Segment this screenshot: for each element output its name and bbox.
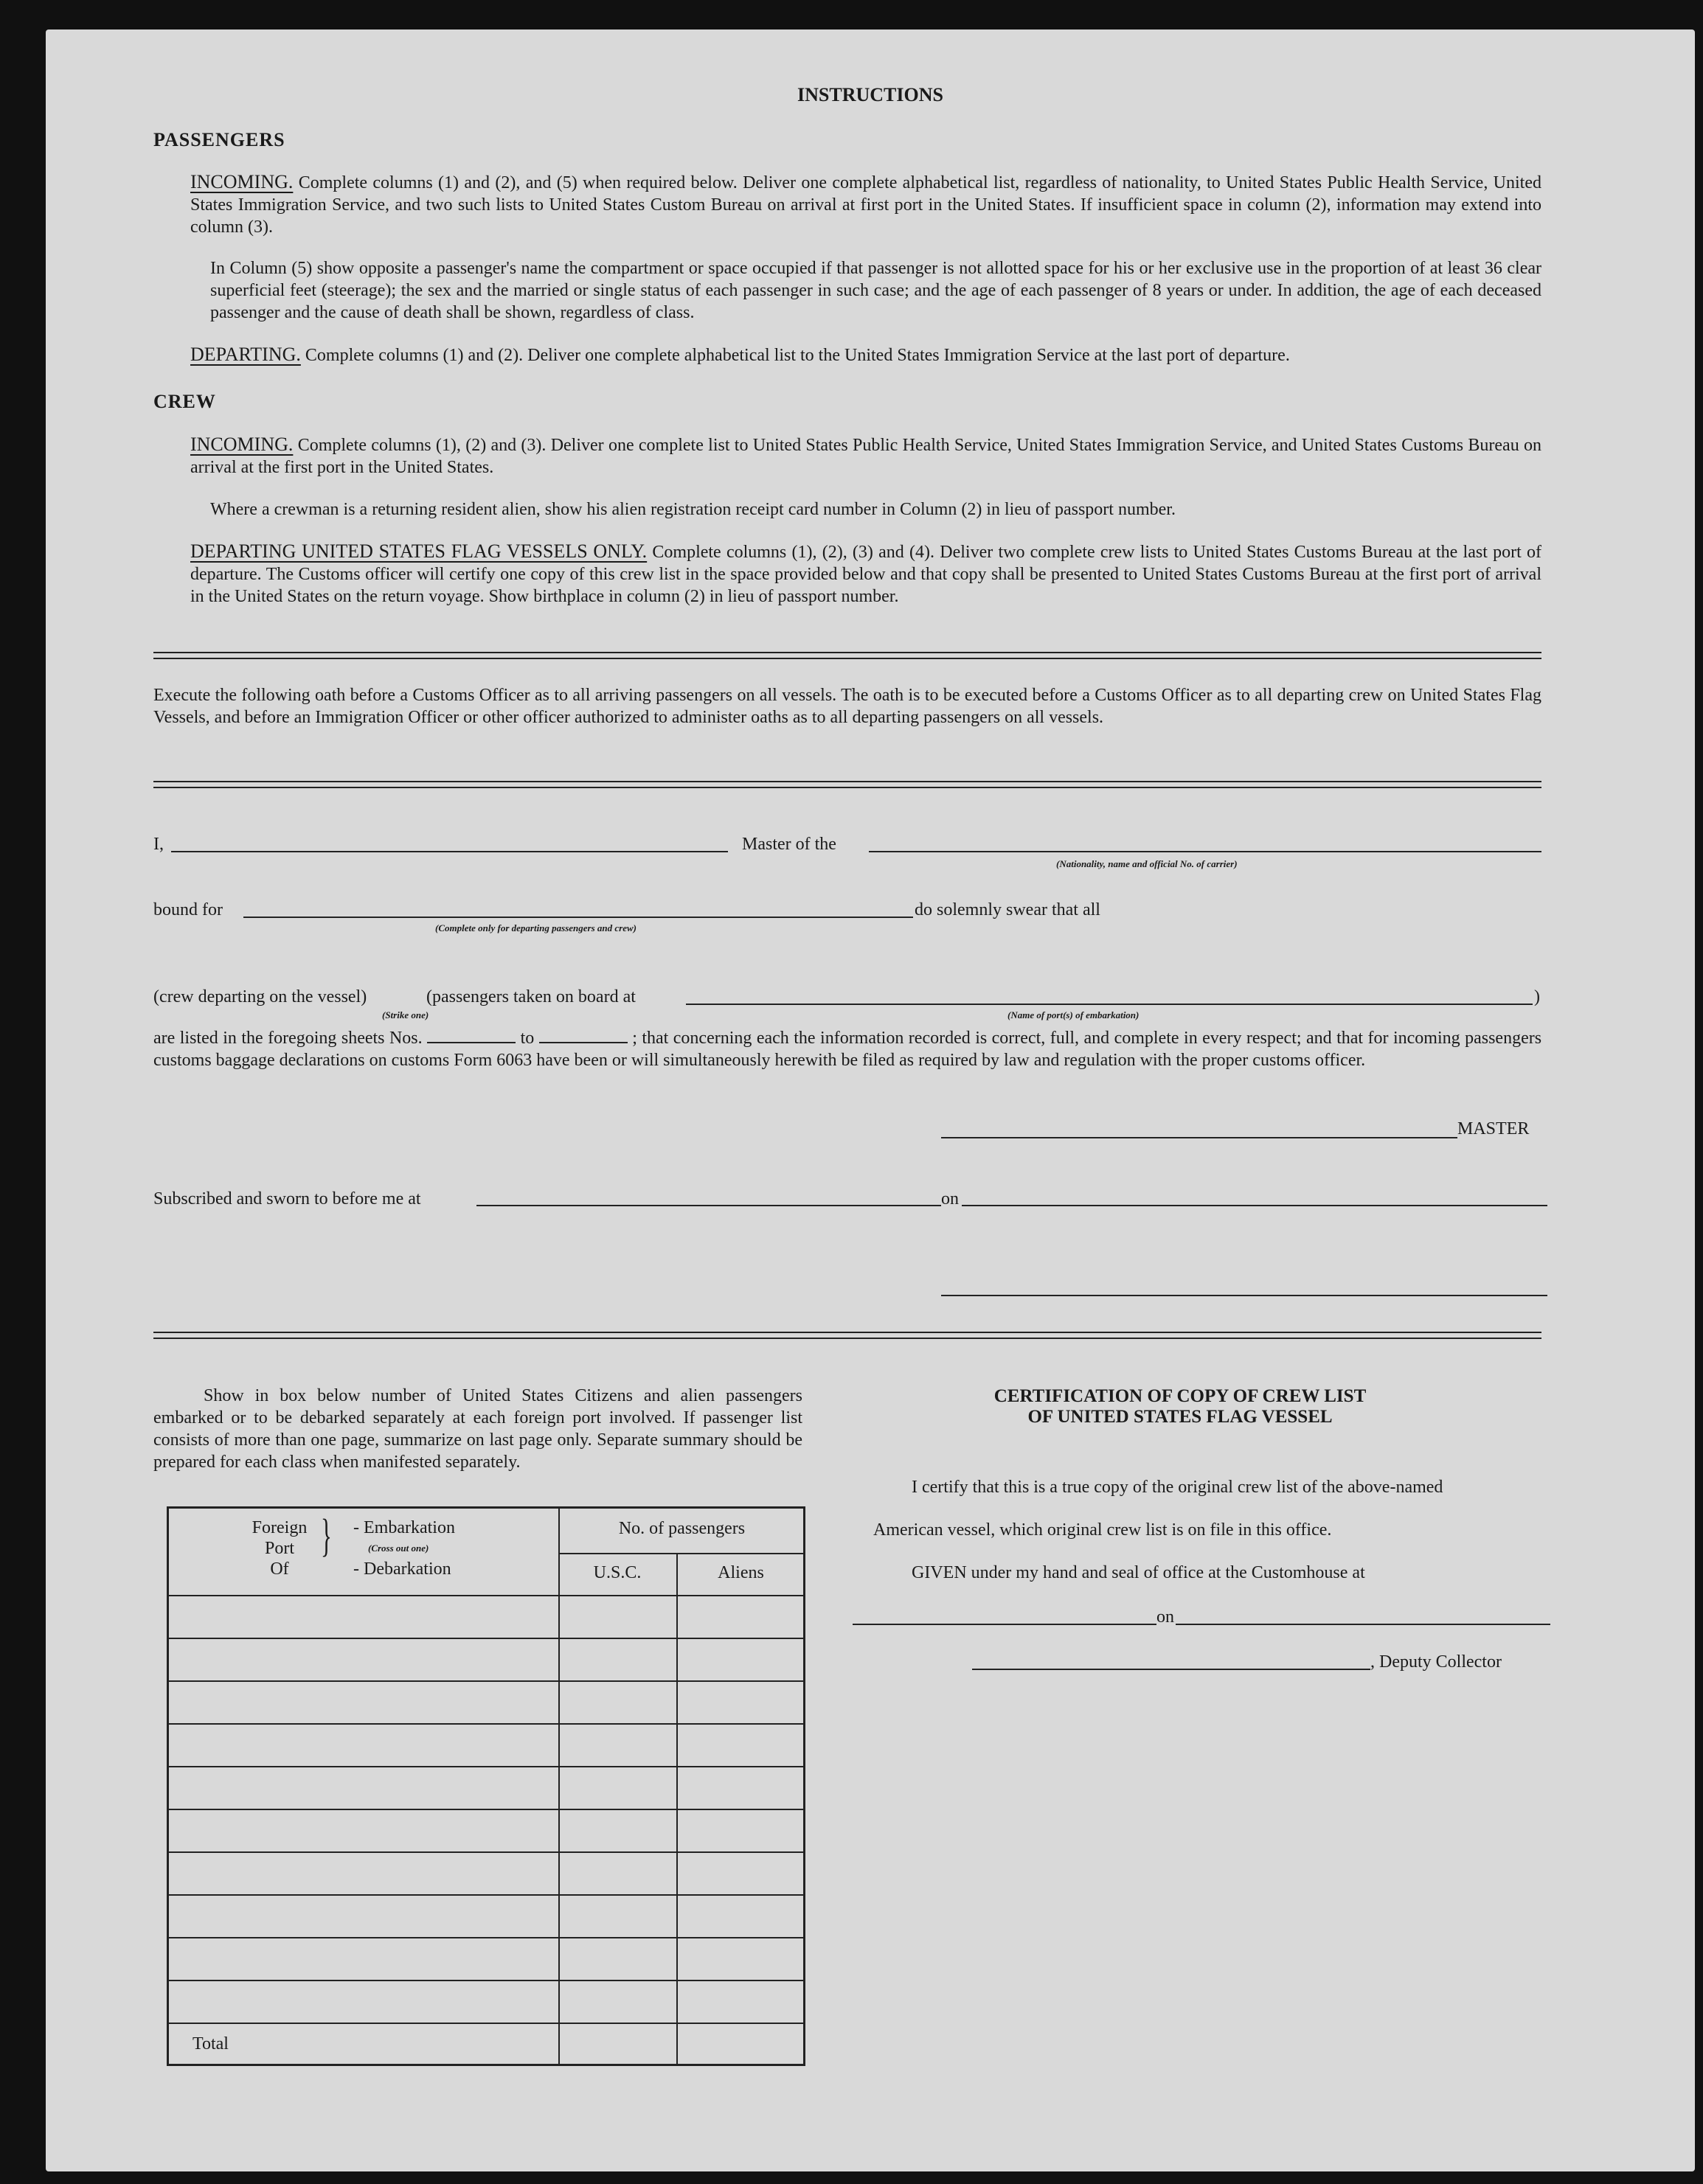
no-passengers-header: No. of passengers [618, 1519, 746, 1538]
debarkation-label: - Debarkation [353, 1559, 451, 1579]
bound-for-field[interactable] [243, 917, 913, 918]
oath-master-of: Master of the [742, 835, 836, 854]
oath-listed-to: to [520, 1029, 535, 1048]
passengers-departing-paragraph [190, 344, 1541, 366]
table-row [169, 1766, 803, 1767]
passenger-summary-table [167, 1506, 805, 2066]
sworn-date-field[interactable] [962, 1205, 1547, 1206]
cross-out-note: (Cross out one) [368, 1543, 429, 1554]
usc-header: U.S.C. [593, 1563, 642, 1582]
section-divider [153, 652, 1541, 659]
table-row [169, 1680, 803, 1682]
bound-for-note: (Complete only for departing passengers and crew) [435, 922, 637, 933]
master-signature-field[interactable] [941, 1137, 1457, 1138]
oath-i-label: I, [153, 835, 164, 854]
table-divider [169, 1595, 803, 1596]
customhouse-field[interactable] [853, 1624, 1156, 1625]
cert-date-field[interactable] [1176, 1624, 1550, 1625]
oath-divider [153, 781, 1541, 788]
oath-bound-for: bound for [153, 900, 223, 919]
carrier-note: (Nationality, name and official No. of carrier) [1056, 858, 1238, 869]
crew-departing-paragraph [190, 540, 1541, 608]
crew-resident-text: Where a crewman is a returning resident alien, show his alien registration receipt card number in Column (2) in lieu of passport number. [210, 500, 1176, 519]
aliens-header: Aliens [718, 1563, 764, 1582]
officer-signature-field[interactable] [941, 1295, 1547, 1296]
table-row [169, 1851, 803, 1853]
passengers-departing-text: Complete columns (1) and (2). Deliver one complete alphabetical list to the United States Immigration Service at the last port of departure. [305, 346, 1290, 365]
passengers-departing-label: DEPARTING. [190, 344, 301, 365]
table-divider [558, 1553, 803, 1554]
passengers-taken-option: (passengers taken on board at [426, 987, 636, 1006]
strike-note: (Strike one) [382, 1009, 429, 1020]
crew-incoming-paragraph [190, 434, 1541, 479]
table-row [169, 1937, 803, 1938]
table-row [169, 2023, 803, 2024]
cert-on-label: on [1156, 1607, 1174, 1627]
crew-departing-label: DEPARTING UNITED STATES FLAG VESSELS ONLY. [190, 540, 648, 562]
ports-note: (Name of port(s) of embarkation) [1007, 1009, 1140, 1020]
close-paren: ) [1534, 987, 1540, 1006]
table-row [169, 1809, 803, 1810]
oath-listed-b: ; that concerning each the information recorded is correct, full, and complete in every respect; and that for incoming passengers customs baggage declarations on customs Form 6063 have been or will simultaneously herewith be filed as required by law and regulation with the proper customs officer. [153, 1029, 1542, 1070]
passengers-incoming-text: Complete columns (1) and (2), and (5) when required below. Deliver one complete alphabetical list, regardless of nationality, to United States Public Health Service, United States Immigration Service, and two such lists to United States Custom Bureau on arrival at first port in the United States. If insufficient space in column (2), information may extend into column (3). [190, 173, 1541, 237]
oath-swear: do solemnly swear that all [915, 900, 1100, 919]
passengers-heading: PASSENGERS [153, 129, 285, 150]
certification-title-1: CERTIFICATION OF COPY OF CREW LIST [993, 1386, 1367, 1406]
crew-heading: CREW [153, 391, 216, 412]
table-row [169, 1980, 803, 1981]
brace-icon: } [321, 1511, 332, 1561]
port-word-foreign: Foreign [252, 1518, 308, 1537]
summary-note: Show in box below number of United States Citizens and alien passengers embarked or to be debarked separately at each foreign port involved. If passenger list consists of more than one page, summarize on last page only. Separate summary should be prepared for each class when manifested separately. [153, 1386, 802, 1472]
oath-listed-paragraph [153, 1027, 1541, 1071]
master-name-field[interactable] [171, 851, 728, 852]
given-line: GIVEN under my hand and seal of office at the Customhouse at [912, 1563, 1365, 1582]
carrier-field[interactable] [869, 851, 1541, 852]
subscribed-label: Subscribed and sworn to before me at [153, 1189, 421, 1208]
port-word-of: Of [270, 1559, 289, 1579]
master-label: MASTER [1457, 1119, 1530, 1138]
table-row [169, 1638, 803, 1639]
oath-intro: Execute the following oath before a Customs Officer as to all arriving passengers on all vessels. The oath is to be executed before a Customs Officer as to all departing crew on United States Flag Vessels, and before an Immigration Officer or other officer authorized to administer oaths as to all departing passengers on all vessels. [153, 686, 1541, 727]
certification-title-2: OF UNITED STATES FLAG VESSEL [1027, 1407, 1333, 1427]
embarkation-label: - Embarkation [353, 1518, 455, 1537]
sheet-from-field[interactable] [427, 1029, 516, 1043]
crew-incoming-label: INCOMING. [190, 434, 294, 455]
oath-listed-a: are listed in the foregoing sheets Nos. [153, 1029, 423, 1048]
passengers-column5-text: In Column (5) show opposite a passenger's name the compartment or space occupied if that passenger is not allotted space for his or her exclusive use in the proportion of at least 36 clear superficial feet (steerage); the sex and the married or single status of each passenger in such case; and the age of each passenger of 8 years or under. In addition, the age of each deceased passenger and the cause of death shall be shown, regardless of class. [210, 259, 1541, 322]
deputy-label: , Deputy Collector [1370, 1652, 1502, 1672]
table-row [169, 1894, 803, 1896]
embarkation-ports-field[interactable] [686, 1004, 1533, 1005]
deputy-signature-field[interactable] [972, 1669, 1370, 1670]
bottom-divider [153, 1332, 1541, 1339]
crew-incoming-text: Complete columns (1), (2) and (3). Deliver one complete list to United States Public Health Service, United States Immigration Service, and United States Customs Bureau on arrival at the first port in the United States. [190, 436, 1541, 477]
sworn-on-label: on [941, 1189, 959, 1208]
certify-line-2: American vessel, which original crew list is on file in this office. [873, 1520, 1332, 1540]
certify-line-1: I certify that this is a true copy of the original crew list of the above-named [912, 1478, 1443, 1497]
sheet-to-field[interactable] [539, 1029, 628, 1043]
crew-departing-option: (crew departing on the vessel) [153, 987, 367, 1006]
table-row [169, 1723, 803, 1725]
crew-departing-text: Complete columns (1), (2), (3) and (4). Deliver two complete crew lists to United States Customs Bureau at the last port of departure. The Customs officer will certify one copy of this crew list in the space provided below and that copy shall be presented to United States Customs Bureau at the first port of arrival in the United States on the return voyage. Show birthplace in column (2) in lieu of passport number. [190, 543, 1541, 606]
port-word-port: Port [264, 1539, 294, 1558]
passengers-incoming-paragraph [190, 171, 1541, 238]
passengers-incoming-label: INCOMING. [190, 171, 294, 192]
page-title: INSTRUCTIONS [797, 84, 943, 105]
sworn-place-field[interactable] [476, 1205, 941, 1206]
total-label: Total [193, 2034, 229, 2053]
